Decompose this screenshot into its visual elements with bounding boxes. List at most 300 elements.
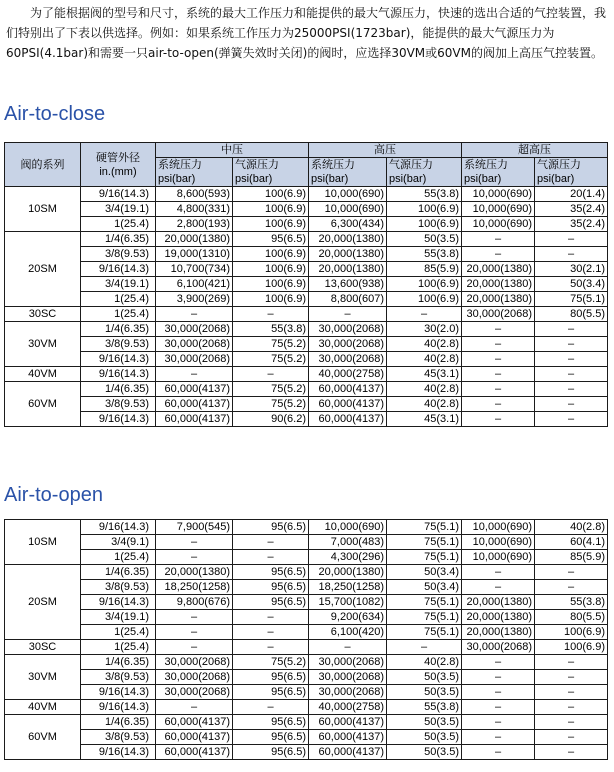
medium-air-pressure-cell: 95(6.5) bbox=[233, 580, 309, 595]
series-cell: 60VM bbox=[5, 382, 81, 427]
tube-size-cell: 3/8(9.53) bbox=[81, 397, 156, 412]
table-row bbox=[5, 322, 608, 337]
high-system-pressure-cell: 20,000(1380) bbox=[309, 565, 387, 580]
high-air-pressure-cell: 50(3.5) bbox=[387, 715, 462, 730]
section-title-air-to-close: Air-to-close bbox=[4, 103, 106, 125]
high-system-pressure-cell: 40,000(2758) bbox=[309, 367, 387, 382]
ultra-high-air-pressure-cell: – bbox=[535, 382, 608, 397]
high-air-pressure-cell: 75(5.1) bbox=[387, 625, 462, 640]
tube-size-cell: 3/4(19.1) bbox=[81, 202, 156, 217]
ultra-high-system-pressure-cell: – bbox=[462, 685, 535, 700]
medium-system-pressure-cell: 30,000(2068) bbox=[156, 352, 233, 367]
high-air-pressure-cell: 50(3.4) bbox=[387, 580, 462, 595]
series-cell: 10SM bbox=[5, 187, 81, 232]
tube-size-cell: 1(25.4) bbox=[81, 550, 156, 565]
medium-air-pressure-cell: 95(6.5) bbox=[233, 670, 309, 685]
medium-system-pressure-cell: 60,000(4137) bbox=[156, 730, 233, 745]
ultra-high-system-pressure-cell: 10,000(690) bbox=[462, 550, 535, 565]
ultra-high-air-pressure-cell: – bbox=[535, 715, 608, 730]
header-air-line2: psi(bar) bbox=[235, 173, 273, 185]
tube-size-cell: 9/16(14.3) bbox=[81, 352, 156, 367]
high-system-pressure-cell: 30,000(2068) bbox=[309, 352, 387, 367]
high-system-pressure-cell: 60,000(4137) bbox=[309, 730, 387, 745]
medium-system-pressure-cell: 60,000(4137) bbox=[156, 382, 233, 397]
medium-air-pressure-cell: 95(6.5) bbox=[233, 715, 309, 730]
header-air-line1: 气源压力 bbox=[389, 159, 433, 171]
header-system-line1: 系统压力 bbox=[158, 159, 202, 171]
table-row bbox=[5, 640, 608, 655]
ultra-high-system-pressure-cell: – bbox=[462, 655, 535, 670]
high-system-pressure-cell: 8,800(607) bbox=[309, 292, 387, 307]
ultra-high-air-pressure-cell: – bbox=[535, 655, 608, 670]
ultra-high-system-pressure-cell: – bbox=[462, 397, 535, 412]
medium-air-pressure-cell: 75(5.2) bbox=[233, 397, 309, 412]
series-cell: 30VM bbox=[5, 655, 81, 700]
high-system-pressure-cell: 20,000(1380) bbox=[309, 232, 387, 247]
tube-size-cell: 1/4(6.35) bbox=[81, 565, 156, 580]
medium-air-pressure-cell: 100(6.9) bbox=[233, 277, 309, 292]
air-to-open-body bbox=[5, 520, 608, 760]
air-to-open-table bbox=[4, 519, 608, 760]
tube-size-cell: 9/16(14.3) bbox=[81, 745, 156, 760]
medium-system-pressure-cell: – bbox=[156, 535, 233, 550]
tube-size-cell: 1/4(6.35) bbox=[81, 232, 156, 247]
series-cell: 20SM bbox=[5, 232, 81, 307]
ultra-high-system-pressure-cell: – bbox=[462, 730, 535, 745]
header-size-line1: 硬管外径 bbox=[96, 151, 140, 164]
high-system-pressure-cell: 60,000(4137) bbox=[309, 382, 387, 397]
table-row bbox=[5, 655, 608, 670]
ultra-high-system-pressure-cell: 20,000(1380) bbox=[462, 595, 535, 610]
ultra-high-system-pressure-cell: – bbox=[462, 670, 535, 685]
medium-air-pressure-cell: 75(5.2) bbox=[233, 352, 309, 367]
series-cell: 60VM bbox=[5, 715, 81, 760]
tube-size-cell: 3/8(9.53) bbox=[81, 247, 156, 262]
medium-system-pressure-cell: 30,000(2068) bbox=[156, 685, 233, 700]
series-cell: 20SM bbox=[5, 565, 81, 640]
medium-air-pressure-cell: – bbox=[233, 700, 309, 715]
medium-system-pressure-cell: – bbox=[156, 625, 233, 640]
high-air-pressure-cell: 75(5.1) bbox=[387, 535, 462, 550]
ultra-high-system-pressure-cell: 20,000(1380) bbox=[462, 277, 535, 292]
ultra-high-system-pressure-cell: 20,000(1380) bbox=[462, 610, 535, 625]
header-tube-size bbox=[81, 143, 156, 187]
header-size-line2: in.(mm) bbox=[99, 165, 137, 178]
ultra-high-system-pressure-cell: 30,000(2068) bbox=[462, 640, 535, 655]
table-row bbox=[5, 277, 608, 292]
ultra-high-air-pressure-cell: – bbox=[535, 745, 608, 760]
ultra-high-air-pressure-cell: – bbox=[535, 685, 608, 700]
section-title-air-to-open: Air-to-open bbox=[4, 484, 103, 506]
ultra-high-system-pressure-cell: – bbox=[462, 412, 535, 427]
ultra-high-air-pressure-cell: 60(4.1) bbox=[535, 535, 608, 550]
medium-air-pressure-cell: 95(6.5) bbox=[233, 565, 309, 580]
table-row bbox=[5, 397, 608, 412]
medium-air-pressure-cell: 100(6.9) bbox=[233, 187, 309, 202]
high-air-pressure-cell: 40(2.8) bbox=[387, 382, 462, 397]
medium-system-pressure-cell: 18,250(1258) bbox=[156, 580, 233, 595]
table-row bbox=[5, 520, 608, 535]
table-row bbox=[5, 247, 608, 262]
header-air-pressure bbox=[535, 158, 608, 187]
high-air-pressure-cell: 100(6.9) bbox=[387, 292, 462, 307]
ultra-high-system-pressure-cell: 10,000(690) bbox=[462, 202, 535, 217]
high-system-pressure-cell: 9,200(634) bbox=[309, 610, 387, 625]
table-row bbox=[5, 685, 608, 700]
medium-system-pressure-cell: – bbox=[156, 610, 233, 625]
ultra-high-air-pressure-cell: 40(2.8) bbox=[535, 520, 608, 535]
medium-system-pressure-cell: – bbox=[156, 640, 233, 655]
series-cell: 30SC bbox=[5, 307, 81, 322]
ultra-high-air-pressure-cell: – bbox=[535, 412, 608, 427]
high-system-pressure-cell: 20,000(1380) bbox=[309, 262, 387, 277]
high-air-pressure-cell: 75(5.1) bbox=[387, 550, 462, 565]
medium-air-pressure-cell: 75(5.2) bbox=[233, 382, 309, 397]
medium-air-pressure-cell: – bbox=[233, 535, 309, 550]
high-system-pressure-cell: – bbox=[309, 307, 387, 322]
table-row bbox=[5, 337, 608, 352]
table-row bbox=[5, 292, 608, 307]
air-to-close-body bbox=[5, 187, 608, 427]
header-system-line1: 系统压力 bbox=[311, 159, 355, 171]
high-system-pressure-cell: 10,000(690) bbox=[309, 202, 387, 217]
header-air-line2: psi(bar) bbox=[389, 173, 427, 185]
tube-size-cell: 3/4(19.1) bbox=[81, 277, 156, 292]
high-system-pressure-cell: 6,100(420) bbox=[309, 625, 387, 640]
header-series: 阀的系列 bbox=[5, 143, 81, 187]
tube-size-cell: 1/4(6.35) bbox=[81, 715, 156, 730]
high-air-pressure-cell: 75(5.1) bbox=[387, 595, 462, 610]
intro-paragraph bbox=[6, 3, 608, 63]
medium-air-pressure-cell: 55(3.8) bbox=[233, 322, 309, 337]
medium-air-pressure-cell: 100(6.9) bbox=[233, 262, 309, 277]
tube-size-cell: 1/4(6.35) bbox=[81, 382, 156, 397]
high-system-pressure-cell: 30,000(2068) bbox=[309, 655, 387, 670]
medium-air-pressure-cell: 100(6.9) bbox=[233, 202, 309, 217]
ultra-high-system-pressure-cell: – bbox=[462, 247, 535, 262]
high-system-pressure-cell: 40,000(2758) bbox=[309, 700, 387, 715]
series-cell: 10SM bbox=[5, 520, 81, 565]
ultra-high-air-pressure-cell: 100(6.9) bbox=[535, 625, 608, 640]
medium-air-pressure-cell: – bbox=[233, 307, 309, 322]
high-system-pressure-cell: 7,000(483) bbox=[309, 535, 387, 550]
high-air-pressure-cell: 45(3.1) bbox=[387, 412, 462, 427]
high-system-pressure-cell: 15,700(1082) bbox=[309, 595, 387, 610]
medium-system-pressure-cell: – bbox=[156, 700, 233, 715]
high-air-pressure-cell: 75(5.1) bbox=[387, 520, 462, 535]
high-system-pressure-cell: 60,000(4137) bbox=[309, 745, 387, 760]
medium-air-pressure-cell: – bbox=[233, 640, 309, 655]
high-air-pressure-cell: 40(2.8) bbox=[387, 655, 462, 670]
ultra-high-system-pressure-cell: – bbox=[462, 565, 535, 580]
medium-air-pressure-cell: 100(6.9) bbox=[233, 217, 309, 232]
medium-system-pressure-cell: 2,800(193) bbox=[156, 217, 233, 232]
table-row bbox=[5, 550, 608, 565]
header-air-line1: 气源压力 bbox=[235, 159, 279, 171]
header-system-line1: 系统压力 bbox=[464, 159, 508, 171]
high-air-pressure-cell: 100(6.9) bbox=[387, 277, 462, 292]
table-row bbox=[5, 625, 608, 640]
header-air-pressure bbox=[233, 158, 309, 187]
ultra-high-air-pressure-cell: 55(3.8) bbox=[535, 595, 608, 610]
medium-system-pressure-cell: 20,000(1380) bbox=[156, 565, 233, 580]
medium-air-pressure-cell: – bbox=[233, 610, 309, 625]
ultra-high-system-pressure-cell: – bbox=[462, 700, 535, 715]
high-air-pressure-cell: 55(3.8) bbox=[387, 247, 462, 262]
header-system-line2: psi(bar) bbox=[464, 173, 502, 185]
table-row bbox=[5, 202, 608, 217]
header-air-line1: 气源压力 bbox=[537, 159, 581, 171]
high-system-pressure-cell: 60,000(4137) bbox=[309, 715, 387, 730]
high-air-pressure-cell: – bbox=[387, 307, 462, 322]
medium-system-pressure-cell: 30,000(2068) bbox=[156, 337, 233, 352]
ultra-high-air-pressure-cell: – bbox=[535, 367, 608, 382]
high-system-pressure-cell: 20,000(1380) bbox=[309, 247, 387, 262]
table-row bbox=[5, 730, 608, 745]
medium-air-pressure-cell: 95(6.5) bbox=[233, 232, 309, 247]
table-row bbox=[5, 535, 608, 550]
high-air-pressure-cell: 45(3.1) bbox=[387, 367, 462, 382]
tube-size-cell: 9/16(14.3) bbox=[81, 595, 156, 610]
tube-size-cell: 3/8(9.53) bbox=[81, 730, 156, 745]
table-row bbox=[5, 595, 608, 610]
ultra-high-system-pressure-cell: 20,000(1380) bbox=[462, 625, 535, 640]
table-row bbox=[5, 352, 608, 367]
ultra-high-air-pressure-cell: 50(3.4) bbox=[535, 277, 608, 292]
medium-system-pressure-cell: 4,800(331) bbox=[156, 202, 233, 217]
high-system-pressure-cell: 30,000(2068) bbox=[309, 670, 387, 685]
medium-system-pressure-cell: 3,900(269) bbox=[156, 292, 233, 307]
table-row bbox=[5, 367, 608, 382]
table-row bbox=[5, 307, 608, 322]
ultra-high-system-pressure-cell: 10,000(690) bbox=[462, 187, 535, 202]
tube-size-cell: 1(25.4) bbox=[81, 640, 156, 655]
high-air-pressure-cell: 50(3.5) bbox=[387, 730, 462, 745]
medium-system-pressure-cell: – bbox=[156, 307, 233, 322]
medium-system-pressure-cell: 30,000(2068) bbox=[156, 322, 233, 337]
table-row bbox=[5, 700, 608, 715]
tube-size-cell: 9/16(14.3) bbox=[81, 685, 156, 700]
high-air-pressure-cell: 50(3.5) bbox=[387, 685, 462, 700]
header-group-ultra-high: 超高压 bbox=[462, 143, 608, 158]
tube-size-cell: 9/16(14.3) bbox=[81, 262, 156, 277]
ultra-high-air-pressure-cell: 30(2.1) bbox=[535, 262, 608, 277]
table-row bbox=[5, 745, 608, 760]
table-row bbox=[5, 217, 608, 232]
ultra-high-system-pressure-cell: – bbox=[462, 745, 535, 760]
series-cell: 30SC bbox=[5, 640, 81, 655]
tube-size-cell: 3/4(19.1) bbox=[81, 610, 156, 625]
tube-size-cell: 3/4(9.1) bbox=[81, 535, 156, 550]
medium-air-pressure-cell: 95(6.5) bbox=[233, 745, 309, 760]
tube-size-cell: 9/16(14.3) bbox=[81, 367, 156, 382]
ultra-high-system-pressure-cell: 30,000(2068) bbox=[462, 307, 535, 322]
ultra-high-air-pressure-cell: 100(6.9) bbox=[535, 640, 608, 655]
ultra-high-air-pressure-cell: 80(5.5) bbox=[535, 610, 608, 625]
tube-size-cell: 9/16(14.3) bbox=[81, 520, 156, 535]
air-to-close-table bbox=[4, 142, 608, 427]
high-air-pressure-cell: 50(3.5) bbox=[387, 232, 462, 247]
medium-system-pressure-cell: 30,000(2068) bbox=[156, 655, 233, 670]
high-system-pressure-cell: 60,000(4137) bbox=[309, 412, 387, 427]
medium-air-pressure-cell: 100(6.9) bbox=[233, 247, 309, 262]
ultra-high-system-pressure-cell: – bbox=[462, 715, 535, 730]
table-row bbox=[5, 610, 608, 625]
ultra-high-system-pressure-cell: – bbox=[462, 232, 535, 247]
header-system-pressure bbox=[309, 158, 387, 187]
ultra-high-air-pressure-cell: – bbox=[535, 670, 608, 685]
tube-size-cell: 1(25.4) bbox=[81, 217, 156, 232]
tube-size-cell: 1/4(6.35) bbox=[81, 655, 156, 670]
header-system-line2: psi(bar) bbox=[311, 173, 349, 185]
medium-system-pressure-cell: 30,000(2068) bbox=[156, 670, 233, 685]
ultra-high-system-pressure-cell: – bbox=[462, 580, 535, 595]
high-system-pressure-cell: – bbox=[309, 640, 387, 655]
ultra-high-air-pressure-cell: 85(5.9) bbox=[535, 550, 608, 565]
ultra-high-air-pressure-cell: – bbox=[535, 580, 608, 595]
high-air-pressure-cell: 100(6.9) bbox=[387, 202, 462, 217]
ultra-high-air-pressure-cell: – bbox=[535, 730, 608, 745]
table-row bbox=[5, 412, 608, 427]
ultra-high-air-pressure-cell: 35(2.4) bbox=[535, 202, 608, 217]
high-air-pressure-cell: 50(3.5) bbox=[387, 670, 462, 685]
medium-system-pressure-cell: 60,000(4137) bbox=[156, 412, 233, 427]
medium-air-pressure-cell: 100(6.9) bbox=[233, 292, 309, 307]
ultra-high-air-pressure-cell: – bbox=[535, 565, 608, 580]
high-air-pressure-cell: 100(6.9) bbox=[387, 217, 462, 232]
ultra-high-air-pressure-cell: 80(5.5) bbox=[535, 307, 608, 322]
high-air-pressure-cell: 40(2.8) bbox=[387, 337, 462, 352]
series-cell: 40VM bbox=[5, 367, 81, 382]
ultra-high-air-pressure-cell: – bbox=[535, 352, 608, 367]
high-system-pressure-cell: 6,300(434) bbox=[309, 217, 387, 232]
high-air-pressure-cell: 50(3.5) bbox=[387, 745, 462, 760]
medium-air-pressure-cell: 95(6.5) bbox=[233, 730, 309, 745]
tube-size-cell: 9/16(14.3) bbox=[81, 700, 156, 715]
tube-size-cell: 1(25.4) bbox=[81, 292, 156, 307]
high-system-pressure-cell: 30,000(2068) bbox=[309, 337, 387, 352]
high-air-pressure-cell: 40(2.8) bbox=[387, 397, 462, 412]
medium-air-pressure-cell: 95(6.5) bbox=[233, 595, 309, 610]
header-group-high: 高压 bbox=[309, 143, 462, 158]
ultra-high-system-pressure-cell: 10,000(690) bbox=[462, 535, 535, 550]
ultra-high-system-pressure-cell: 20,000(1380) bbox=[462, 262, 535, 277]
high-air-pressure-cell: – bbox=[387, 640, 462, 655]
medium-system-pressure-cell: 20,000(1380) bbox=[156, 232, 233, 247]
table-row bbox=[5, 382, 608, 397]
high-system-pressure-cell: 60,000(4137) bbox=[309, 397, 387, 412]
medium-system-pressure-cell: 19,000(1310) bbox=[156, 247, 233, 262]
medium-air-pressure-cell: 75(5.2) bbox=[233, 655, 309, 670]
medium-air-pressure-cell: – bbox=[233, 550, 309, 565]
table-row bbox=[5, 262, 608, 277]
ultra-high-system-pressure-cell: – bbox=[462, 337, 535, 352]
ultra-high-air-pressure-cell: – bbox=[535, 322, 608, 337]
high-system-pressure-cell: 4,300(296) bbox=[309, 550, 387, 565]
ultra-high-system-pressure-cell: – bbox=[462, 382, 535, 397]
high-air-pressure-cell: 85(5.9) bbox=[387, 262, 462, 277]
ultra-high-air-pressure-cell: – bbox=[535, 397, 608, 412]
medium-air-pressure-cell: 75(5.2) bbox=[233, 337, 309, 352]
header-air-pressure bbox=[387, 158, 462, 187]
intro-text: 为了能根据阀的型号和尺寸，系统的最大工作压力和能提供的最大气源压力，快速的选出合适的气控装置，我们特别出了下表以供选择。例如：如果系统工作压力为25000PSI(1723bar)，能提供的最大气源压力为60PSI(4.1bar)和需要一只air-to-open(弹簧失效时关闭)的阀时，应选择30VM或60VM的阀加上高压气控装置。 bbox=[6, 6, 607, 60]
tube-size-cell: 1/4(6.35) bbox=[81, 322, 156, 337]
high-air-pressure-cell: 50(3.4) bbox=[387, 565, 462, 580]
high-air-pressure-cell: 30(2.0) bbox=[387, 322, 462, 337]
series-cell: 30VM bbox=[5, 322, 81, 367]
table-row bbox=[5, 232, 608, 247]
high-air-pressure-cell: 75(5.1) bbox=[387, 610, 462, 625]
ultra-high-system-pressure-cell: 20,000(1380) bbox=[462, 292, 535, 307]
medium-air-pressure-cell: – bbox=[233, 625, 309, 640]
ultra-high-system-pressure-cell: – bbox=[462, 322, 535, 337]
high-system-pressure-cell: 13,600(938) bbox=[309, 277, 387, 292]
medium-system-pressure-cell: – bbox=[156, 550, 233, 565]
medium-system-pressure-cell: 7,900(545) bbox=[156, 520, 233, 535]
medium-system-pressure-cell: 60,000(4137) bbox=[156, 397, 233, 412]
ultra-high-system-pressure-cell: – bbox=[462, 352, 535, 367]
header-system-pressure bbox=[462, 158, 535, 187]
tube-size-cell: 3/8(9.53) bbox=[81, 580, 156, 595]
table-row bbox=[5, 715, 608, 730]
medium-system-pressure-cell: – bbox=[156, 367, 233, 382]
medium-system-pressure-cell: 60,000(4137) bbox=[156, 715, 233, 730]
high-system-pressure-cell: 18,250(1258) bbox=[309, 580, 387, 595]
header-group-medium: 中压 bbox=[156, 143, 309, 158]
ultra-high-air-pressure-cell: – bbox=[535, 700, 608, 715]
header-system-pressure bbox=[156, 158, 233, 187]
ultra-high-air-pressure-cell: – bbox=[535, 247, 608, 262]
medium-system-pressure-cell: 60,000(4137) bbox=[156, 745, 233, 760]
tube-size-cell: 3/8(9.53) bbox=[81, 337, 156, 352]
high-system-pressure-cell: 10,000(690) bbox=[309, 187, 387, 202]
table-row bbox=[5, 580, 608, 595]
table-row bbox=[5, 187, 608, 202]
high-system-pressure-cell: 30,000(2068) bbox=[309, 685, 387, 700]
medium-air-pressure-cell: 95(6.5) bbox=[233, 520, 309, 535]
ultra-high-air-pressure-cell: 35(2.4) bbox=[535, 217, 608, 232]
high-air-pressure-cell: 40(2.8) bbox=[387, 352, 462, 367]
ultra-high-air-pressure-cell: – bbox=[535, 337, 608, 352]
tube-size-cell: 1(25.4) bbox=[81, 307, 156, 322]
ultra-high-system-pressure-cell: 10,000(690) bbox=[462, 217, 535, 232]
tube-size-cell: 3/8(9.53) bbox=[81, 670, 156, 685]
ultra-high-air-pressure-cell: 20(1.4) bbox=[535, 187, 608, 202]
medium-system-pressure-cell: 6,100(421) bbox=[156, 277, 233, 292]
header-system-line2: psi(bar) bbox=[158, 173, 196, 185]
medium-air-pressure-cell: – bbox=[233, 367, 309, 382]
medium-system-pressure-cell: 9,800(676) bbox=[156, 595, 233, 610]
tube-size-cell: 9/16(14.3) bbox=[81, 187, 156, 202]
high-air-pressure-cell: 55(3.8) bbox=[387, 187, 462, 202]
tube-size-cell: 1(25.4) bbox=[81, 625, 156, 640]
high-system-pressure-cell: 10,000(690) bbox=[309, 520, 387, 535]
ultra-high-air-pressure-cell: 75(5.1) bbox=[535, 292, 608, 307]
medium-system-pressure-cell: 8,600(593) bbox=[156, 187, 233, 202]
ultra-high-air-pressure-cell: – bbox=[535, 232, 608, 247]
ultra-high-system-pressure-cell: – bbox=[462, 367, 535, 382]
medium-air-pressure-cell: 90(6.2) bbox=[233, 412, 309, 427]
high-system-pressure-cell: 30,000(2068) bbox=[309, 322, 387, 337]
header-air-line2: psi(bar) bbox=[537, 173, 575, 185]
series-cell: 40VM bbox=[5, 700, 81, 715]
high-air-pressure-cell: 55(3.8) bbox=[387, 700, 462, 715]
table-row bbox=[5, 565, 608, 580]
ultra-high-system-pressure-cell: 10,000(690) bbox=[462, 520, 535, 535]
medium-air-pressure-cell: 95(6.5) bbox=[233, 685, 309, 700]
table-row bbox=[5, 670, 608, 685]
tube-size-cell: 9/16(14.3) bbox=[81, 412, 156, 427]
